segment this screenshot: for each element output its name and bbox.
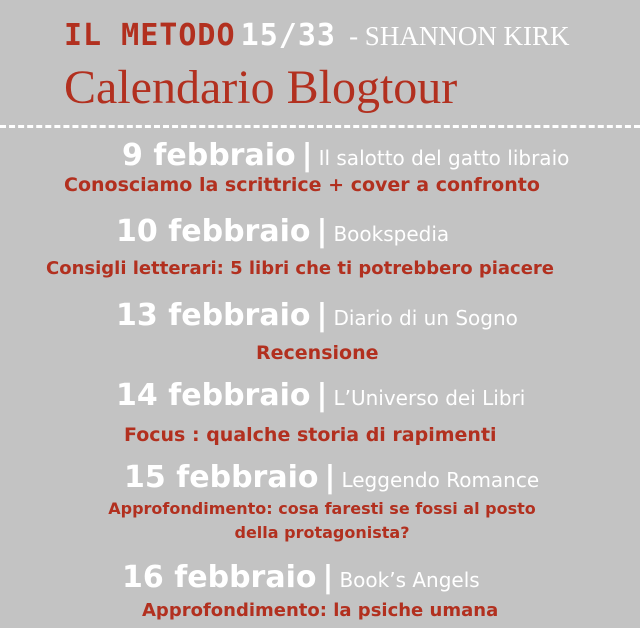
entry-separator: |: [316, 298, 328, 333]
dashed-divider: [0, 125, 640, 128]
book-title: IL METODO: [64, 18, 236, 53]
entry-date: 9 febbraio: [122, 138, 296, 173]
entry-description-line: Approfondimento: cosa faresti se fossi al posto: [108, 499, 536, 518]
schedule-entry-5: [124, 460, 539, 495]
entry-description-6: Approfondimento: la psiche umana: [142, 600, 499, 621]
header: [0, 0, 640, 125]
entry-separator: |: [316, 214, 328, 249]
schedule-entry-1: [122, 138, 569, 173]
entry-description-5: [96, 497, 548, 545]
entry-blog-name: Diario di un Sogno: [333, 306, 518, 330]
schedule-entry-6: [122, 560, 480, 595]
entry-description-3: Recensione: [256, 342, 379, 364]
schedule-entry-3: [116, 298, 518, 333]
entry-description-1: Conosciamo la scrittrice + cover a confronto: [64, 174, 540, 196]
entry-description-4: Focus : qualche storia di rapimenti: [124, 424, 497, 446]
schedule-entry-4: [116, 378, 525, 413]
entry-blog-name: Il salotto del gatto libraio: [318, 146, 570, 170]
entry-description-2: Consigli letterari: 5 libri che ti potrebbero piacere: [46, 258, 555, 279]
entry-blog-name: Bookspedia: [333, 222, 450, 246]
page-title: Calendario Blogtour: [64, 61, 458, 114]
entry-blog-name: Leggendo Romance: [341, 468, 540, 492]
author-name: - SHANNON KIRK: [349, 21, 570, 51]
entry-separator: |: [324, 460, 336, 495]
entry-separator: |: [301, 138, 313, 173]
entry-blog-name: Book’s Angels: [339, 568, 480, 592]
entry-date: 15 febbraio: [124, 460, 319, 495]
book-number: 15/33: [240, 18, 336, 53]
entry-date: 14 febbraio: [116, 378, 311, 413]
entry-date: 10 febbraio: [116, 214, 311, 249]
schedule-entry-2: [116, 214, 449, 249]
entry-blog-name: L’Universo dei Libri: [333, 386, 526, 410]
entry-date: 16 febbraio: [122, 560, 317, 595]
book-title-line: [64, 18, 570, 53]
entry-separator: |: [322, 560, 334, 595]
entry-date: 13 febbraio: [116, 298, 311, 333]
entry-separator: |: [316, 378, 328, 413]
entry-description-line: della protagonista?: [234, 523, 410, 542]
